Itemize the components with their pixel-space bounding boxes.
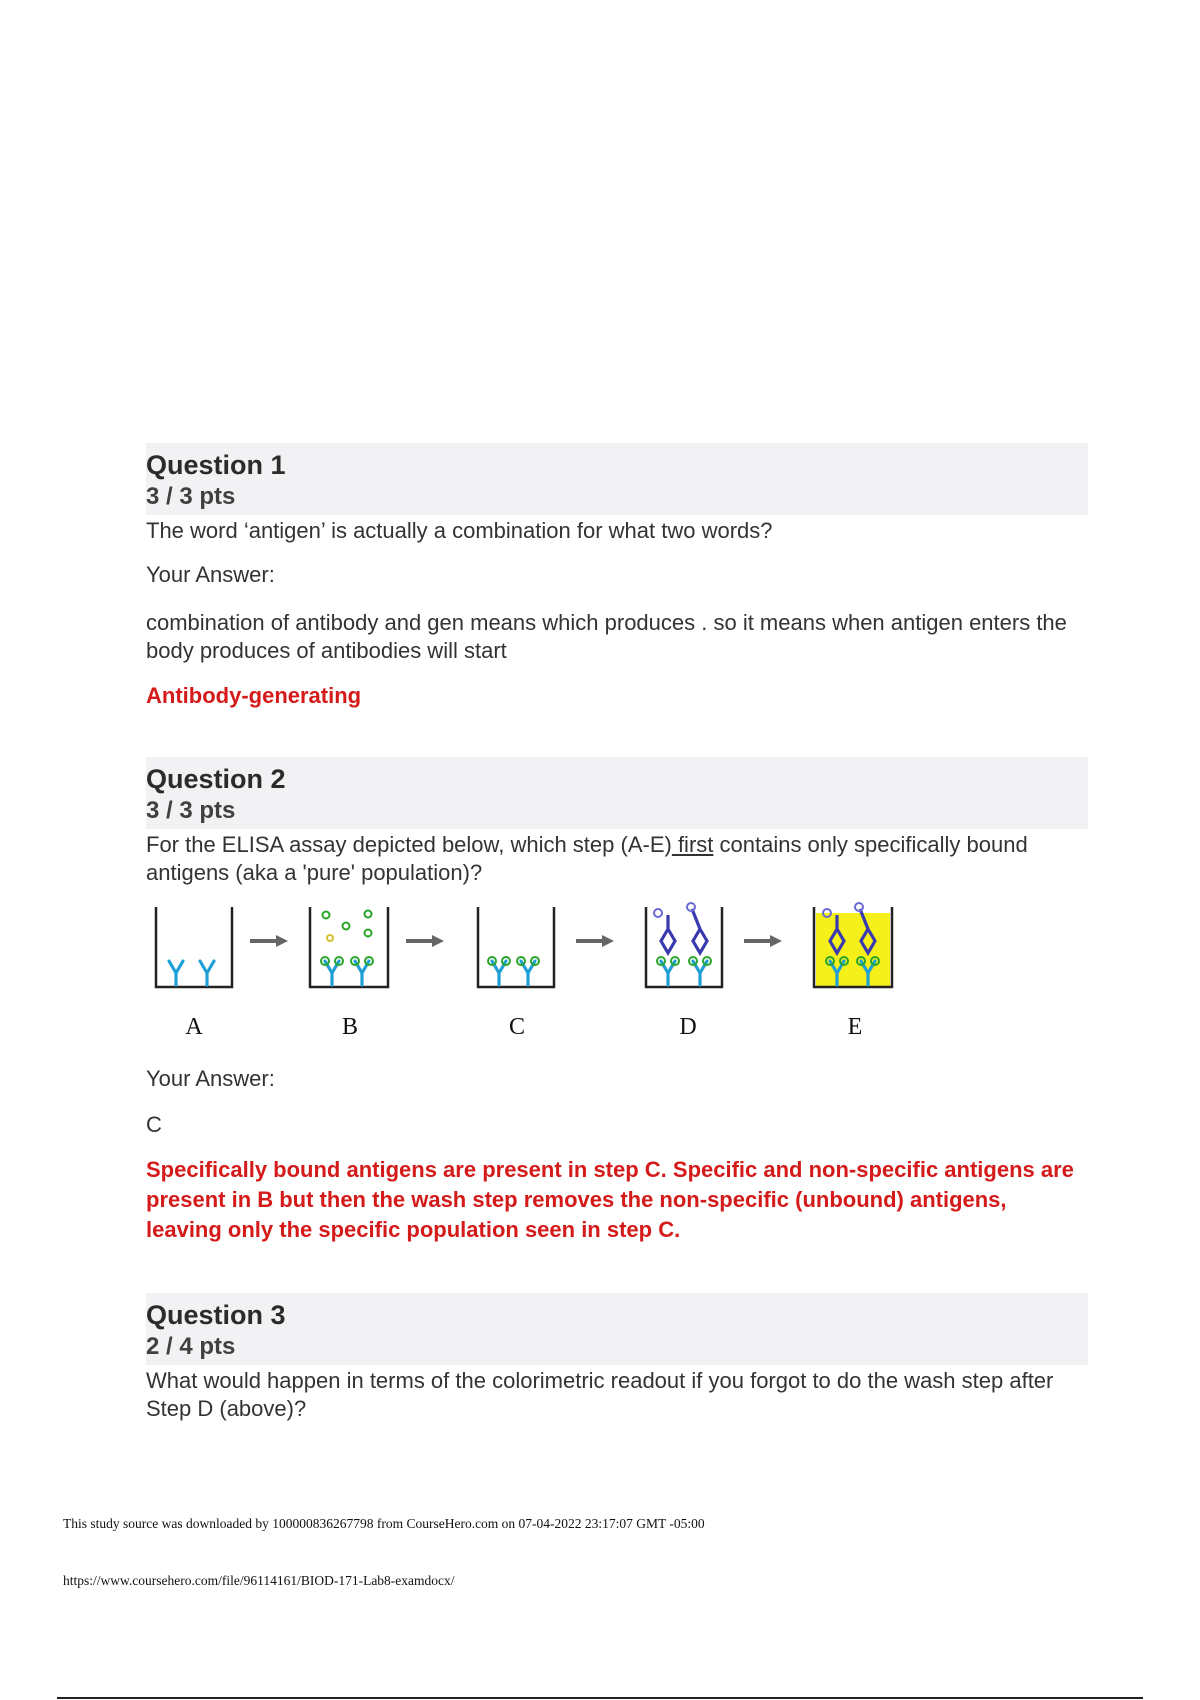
question-points: 2 / 4 pts	[146, 1333, 236, 1360]
question-3	[146, 1293, 1088, 1423]
elisa-step-a-well	[156, 907, 232, 987]
source-url[interactable]: https://www.coursehero.com/file/96114161/BIOD-171-Lab8-examdocx/	[63, 1573, 455, 1588]
question-text	[146, 831, 1088, 887]
question-title: Question 1	[146, 450, 286, 480]
question-points: 3 / 3 pts	[146, 483, 236, 510]
question-2	[146, 757, 1088, 1245]
question-text: The word ‘antigen’ is actually a combination for what two words?	[146, 518, 773, 543]
figure-label-c: C	[508, 1014, 526, 1040]
question-points: 3 / 3 pts	[146, 797, 236, 824]
arrow-icon	[406, 935, 444, 947]
question-header	[146, 1293, 1088, 1365]
question-header	[146, 443, 1088, 515]
your-answer-label: Your Answer:	[146, 562, 275, 587]
question-text-start: For the ELISA assay depicted below, which step (A-E)	[146, 832, 672, 857]
elisa-step-e-well	[814, 903, 892, 987]
student-answer: C	[146, 1112, 162, 1137]
arrow-icon	[744, 935, 782, 947]
question-text-emphasis: first	[671, 832, 714, 857]
your-answer-label: Your Answer:	[146, 1066, 275, 1091]
figure-label-b: B	[341, 1014, 359, 1040]
elisa-step-b-well	[310, 907, 388, 987]
download-source-line: This study source was downloaded by 100000836267798 from CourseHero.com on 07-04-2022 23:17:07 GMT -05:00	[63, 1516, 705, 1531]
figure-label-a: A	[185, 1014, 203, 1040]
student-answer: combination of antibody and gen means which produces . so it means when antigen enters the body produces of antibodies will start	[146, 610, 1067, 663]
question-text-end: contains only specifically bound antigens (aka a 'pure' population)?	[146, 832, 1028, 885]
figure-label-d: D	[679, 1014, 697, 1040]
elisa-step-d-well	[646, 903, 722, 987]
page-bottom-rule	[57, 1697, 1143, 1699]
elisa-figure	[144, 901, 904, 1049]
question-header	[146, 757, 1088, 829]
question-1	[146, 443, 1088, 711]
question-text: What would happen in terms of the colorimetric readout if you forgot to do the wash step after Step D (above)?	[146, 1368, 1054, 1421]
elisa-step-c-well	[478, 907, 554, 987]
arrow-icon	[250, 935, 288, 947]
question-title: Question 3	[146, 1300, 286, 1330]
arrow-icon	[576, 935, 614, 947]
correct-answer: Specifically bound antigens are present in step C. Specific and non-specific antigens are present in B but then the wash step removes the non-specific (unbound) antigens, leaving only the specific population seen in step C.	[146, 1157, 1074, 1242]
correct-answer: Antibody-generating	[146, 683, 362, 708]
question-title: Question 2	[146, 764, 286, 794]
figure-label-e: E	[847, 1014, 863, 1040]
